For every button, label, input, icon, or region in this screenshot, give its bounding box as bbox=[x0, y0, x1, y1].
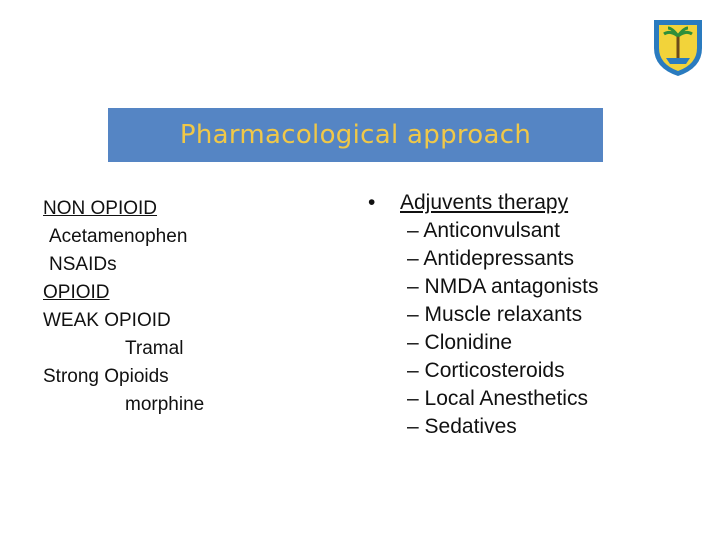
bullet-adjuvents bbox=[368, 189, 598, 217]
sub-item: – Local Anesthetics bbox=[407, 387, 588, 410]
bullet-heading: Adjuvents therapy bbox=[400, 191, 569, 214]
title-banner bbox=[108, 108, 603, 162]
sub-item: – NMDA antagonists bbox=[407, 275, 599, 298]
sub-item: – Anticonvulsant bbox=[407, 219, 560, 242]
adjuvant-list bbox=[368, 189, 598, 441]
category-opioid: OPIOID bbox=[43, 282, 110, 303]
category-strong-opioids: Strong Opioids bbox=[43, 366, 169, 387]
sub-item: – Muscle relaxants bbox=[407, 303, 583, 326]
category-non-opioid: NON OPIOID bbox=[43, 198, 158, 219]
sub-item: – Clonidine bbox=[407, 331, 513, 354]
sub-item: – Corticosteroids bbox=[407, 359, 565, 382]
sub-item: – Sedatives bbox=[407, 415, 517, 438]
slide-title: Pharmacological approach bbox=[179, 120, 532, 150]
drug-morphine: morphine bbox=[125, 394, 205, 415]
sub-item: – Antidepressants bbox=[407, 247, 574, 270]
left-drug-list bbox=[43, 195, 204, 419]
university-emblem-icon bbox=[650, 14, 706, 78]
category-weak-opioid: WEAK OPIOID bbox=[43, 310, 171, 331]
bullet-marker: • bbox=[368, 191, 376, 214]
drug-acetaminophen: Acetamenophen bbox=[49, 226, 188, 247]
drug-tramal: Tramal bbox=[125, 338, 184, 359]
drug-nsaids: NSAIDs bbox=[49, 254, 117, 275]
